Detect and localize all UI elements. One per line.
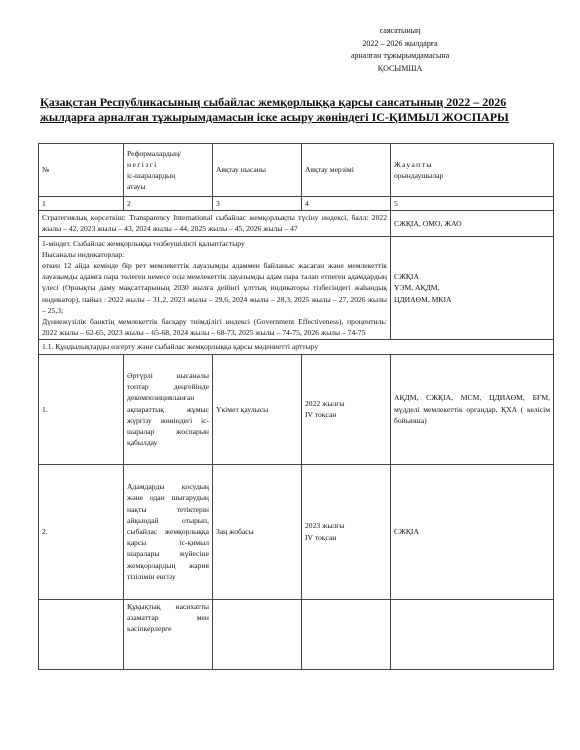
row-responsible: АҚДМ, СЖҚІА, МСМ, ЦДИАӨМ, БҒМ, мүдделі мемлекеттік органдар, ҚХА ( келісім бойынша): [391, 354, 554, 464]
row-form: Заң жобасы: [213, 464, 302, 599]
header-deadline: Аяқтау мерзімі: [302, 144, 391, 197]
task-indicator: өткен 12 айда кемінде бір рет мемлекеттік лауазымды адаммен байланыс жасаған және мемлекеттік лауазымды адамға пара төлеген немесе осы мемлекеттік лауазымды адам пара талап етпеген адамдардың үлесі (Орнықты даму мақсаттарының 2030 жылға дейінгі ұлттық индикаторы тізбесіндегі жаһандық индикатор), пайыз : 2022 жылы – 31,2, 2023 жылы – 29,6, 2024 жылы – 28,3, 2025 жылы – 27, 2026 жылы – 25,3;: [42, 261, 387, 315]
annex-header: [330, 25, 470, 75]
annex-line: саясатының: [379, 26, 421, 35]
task-title: 1-міндет. Сыбайлас жемқорлыққа төзбеушілікті қалыптастыру: [42, 238, 245, 248]
header-responsible: Жауапты орындаушылар: [391, 144, 554, 197]
action-plan-table: [38, 143, 554, 670]
section-title: 1.1. Құндылықтарды өзгерту және сыбайлас жемқорлыққа қарсы мәдениетті арттыру: [39, 340, 554, 354]
document-title: Қазақстан Республикасының сыбайлас жемқорлыққа қарсы саясатының 2022 – 2026 жылдарға арналған тұжырымдамасын іске асыру жөніндегі ІС-ҚИМЫЛ ЖОСПАРЫ: [40, 95, 509, 124]
table-row: [39, 354, 554, 464]
column-number-row: [39, 197, 554, 211]
strategic-indicator-text: Стратегиялық көрсеткіш: Transparency International сыбайлас жемқорлықты түсіну индексі, балл: 2022 жылы – 42, 2023 жылы – 43, 2024 жылы – 44, 2025 жылы – 45, 2026 жылы – 47: [39, 211, 391, 236]
row-no: [39, 599, 124, 669]
row-deadline: [302, 599, 391, 669]
row-no: 1.: [39, 354, 124, 464]
task-responsible: СЖҚІА ҰЭМ, АҚДМ, ЦДИАӨМ, МКІА: [391, 236, 554, 340]
column-number: 2: [124, 197, 213, 211]
header-measure: Реформалардың/ негізгі іс-шаралардың атауы: [124, 144, 213, 197]
annex-label: ҚОСЫМША: [377, 63, 423, 73]
column-number: 3: [213, 197, 302, 211]
row-deadline: 2023 жылғы IV тоқсан: [302, 464, 391, 599]
strategic-indicator-responsible: СЖҚІА, ОМО, ЖАО: [391, 211, 554, 236]
task-indicators-label: Нысаналы индикаторлар:: [42, 249, 125, 259]
row-responsible: [391, 599, 554, 669]
row-measure: Құқықтық насихатты азаматтар мен кәсіпкерлерге: [124, 599, 213, 669]
task-row: [39, 236, 554, 340]
table-header-row: [39, 144, 554, 197]
task-cell: [39, 236, 391, 340]
section-row: [39, 340, 554, 354]
column-number: 1: [39, 197, 124, 211]
table-row: [39, 599, 554, 669]
header-no: №: [39, 144, 124, 197]
annex-line: 2022 – 2026 жылдарға: [362, 38, 438, 48]
row-form: [213, 599, 302, 669]
row-measure: Әртүрлі нысаналы топтар деңгейінде декомпозицияланған ақпараттық жұмыс жүргізу жөніндегі іс-шаралар жоспарын қабылдау: [124, 354, 213, 464]
row-measure: Адамдарды қосудың және одан шығарудың нақты тетіктерін айқындай отырып, сыбайлас жемқорлыққа қарсы іс-қимыл шаралары жүйесіне жемқорлардың жария тізілімін енгізу: [124, 464, 213, 599]
task-indicator: Дүниежүзілік банктің мемлекеттік басқару тиімділігі индексі (Government Effectiveness), процентиль: 2022 жылы – 62-65, 2023 жылы – 65-68, 2024 жылы – 68-73, 2025 жылы – 74-75, 2026 жылы – 74-75: [42, 317, 387, 338]
row-no: 2.: [39, 464, 124, 599]
row-form: Үкімет қаулысы: [213, 354, 302, 464]
strategic-indicator-row: [39, 211, 554, 236]
row-responsible: СЖҚІА: [391, 464, 554, 599]
column-number: 4: [302, 197, 391, 211]
annex-line: арналған тұжырымдамасына: [350, 51, 450, 60]
header-form: Аяқтау нысаны: [213, 144, 302, 197]
table-row: [39, 464, 554, 599]
row-deadline: 2022 жылғы IV тоқсан: [302, 354, 391, 464]
column-number: 5: [391, 197, 554, 211]
